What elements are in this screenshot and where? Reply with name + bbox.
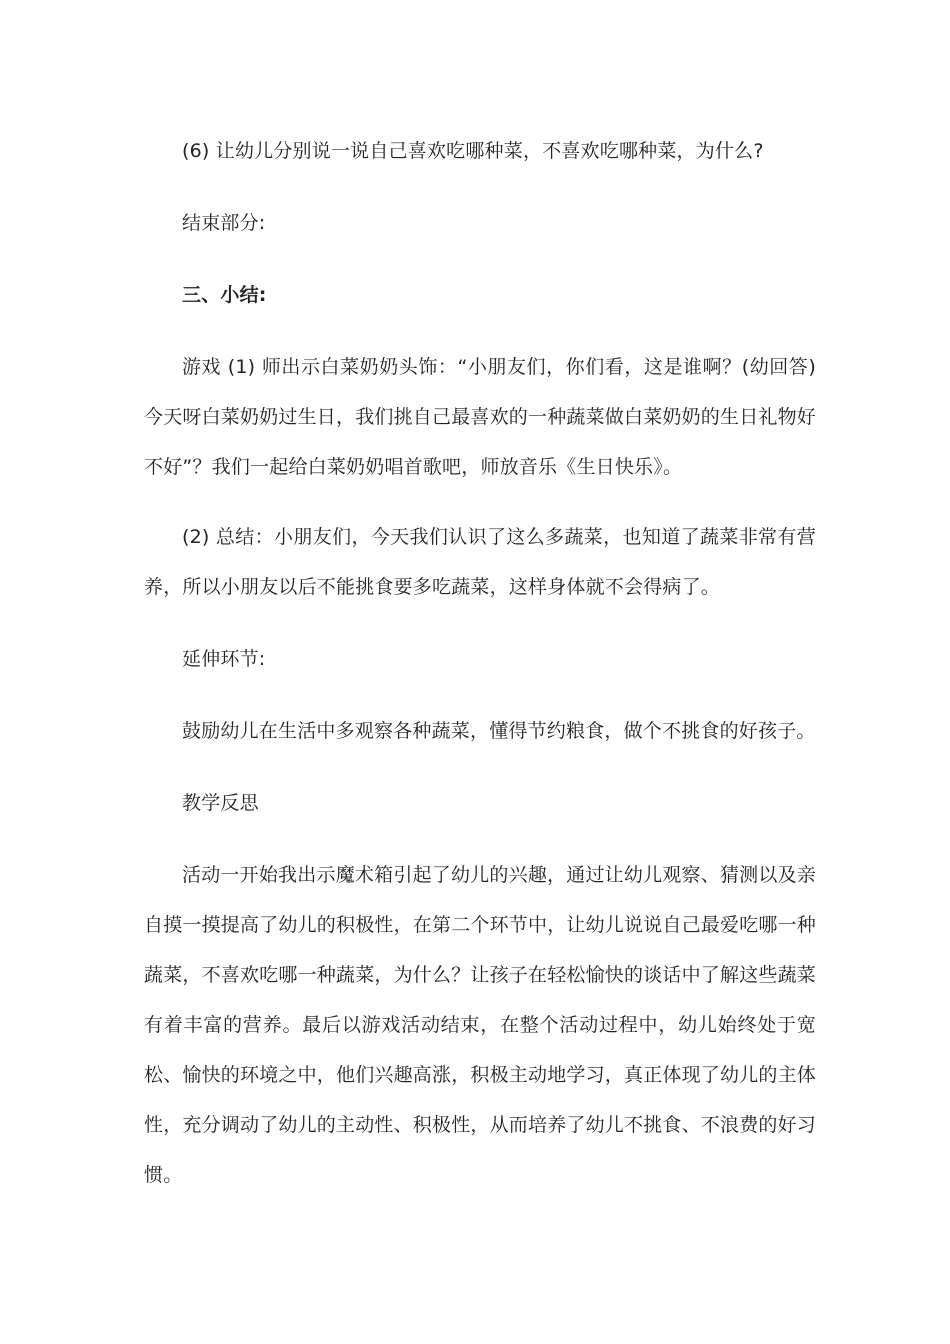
paragraph-ending-section-heading: 结束部分: <box>182 212 266 234</box>
paragraph-question-6: (6) 让幼儿分别说一说自己喜欢吃哪种菜，不喜欢吃哪种菜，为什么? <box>182 140 764 162</box>
section-heading-summary: 三、小结: <box>182 284 267 306</box>
paragraph-extension-heading: 延伸环节: <box>182 648 266 670</box>
paragraph-teaching-reflection-heading: 教学反思 <box>182 792 259 814</box>
paragraph-summary-2: (2) 总结：小朋友们，今天我们认识了这么多蔬菜，也知道了蔬菜非常有营养，所以小朋友以后不能挑食要多吃蔬菜，这样身体就不会得病了。 <box>144 526 816 598</box>
paragraph-game-1: 游戏 (1) 师出示白菜奶奶头饰：“小朋友们，你们看，这是谁啊？(幼回答) 今天呀白菜奶奶过生日，我们挑自己最喜欢的一种蔬菜做白菜奶奶的生日礼物好不好”？我们一起给白菜奶奶唱首歌吧，师放音乐《生日快乐》。 <box>144 356 817 478</box>
paragraph-teaching-reflection-body: 活动一开始我出示魔术箱引起了幼儿的兴趣，通过让幼儿观察、猜测以及亲自摸一摸提高了幼儿的积极性，在第二个环节中，让幼儿说说自己最爱吃哪一种蔬菜，不喜欢吃哪一种蔬菜，为什么？让孩子在轻松愉快的谈话中了解这些蔬菜有着丰富的营养。最后以游戏活动结束，在整个活动过程中，幼儿始终处于宽松、愉快的环境之中，他们兴趣高涨，积极主动地学习，真正体现了幼儿的主体性，充分调动了幼儿的主动性、积极性，从而培养了幼儿不挑食、不浪费的好习惯。 <box>144 864 817 1186</box>
paragraph-extension-body: 鼓励幼儿在生活中多观察各种蔬菜，懂得节约粮食，做个不挑食的好孩子。 <box>182 720 816 742</box>
